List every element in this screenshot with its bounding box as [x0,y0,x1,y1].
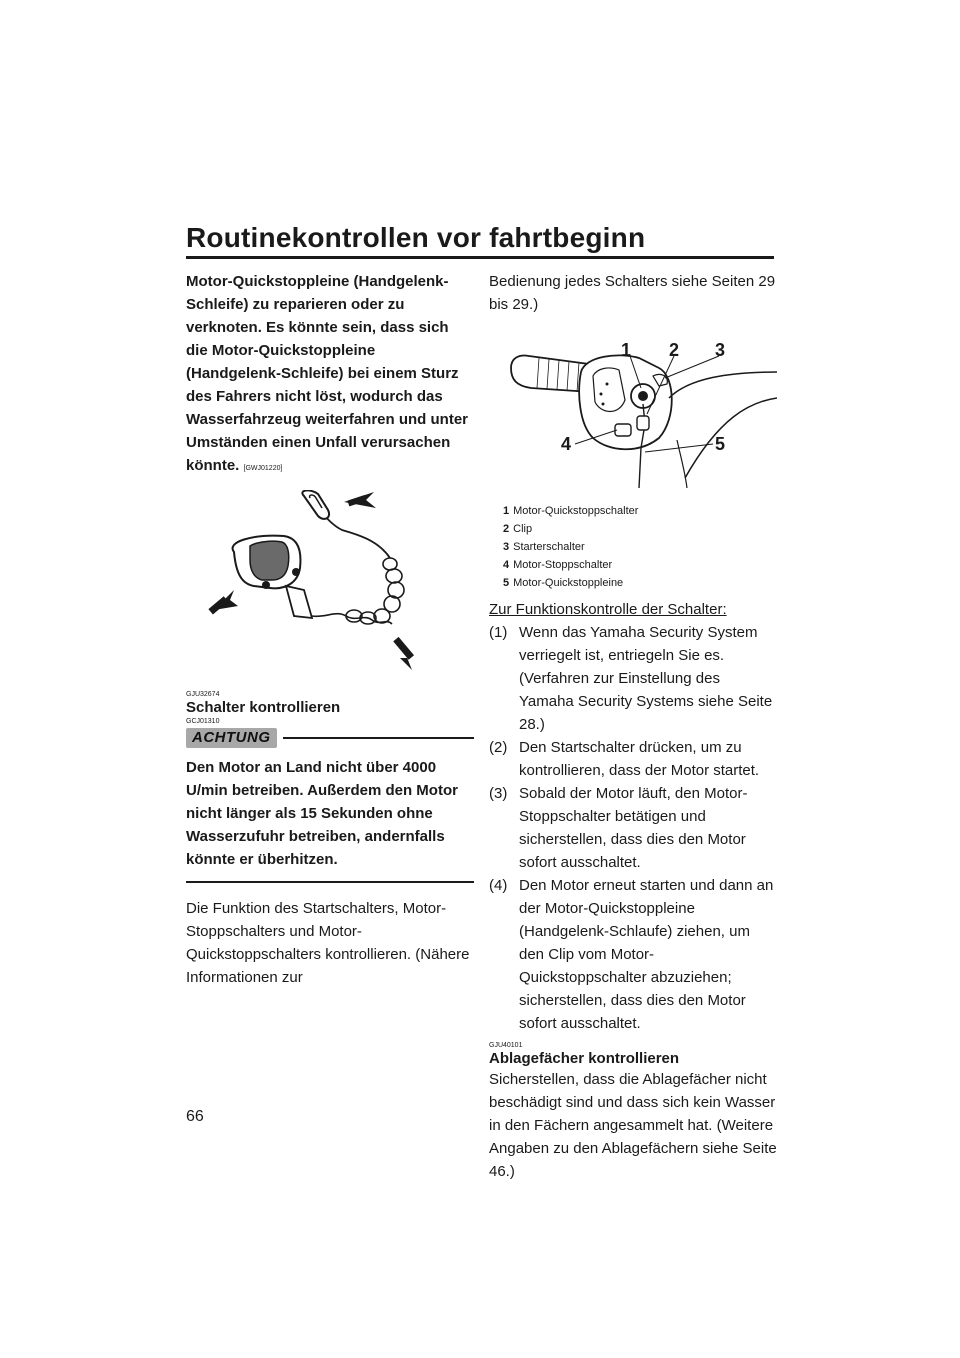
caution-end-rule [186,881,474,883]
left-column [186,270,474,989]
caution-badge: ACHTUNG [186,728,277,748]
section2-title: Ablagefächer kontrollieren [489,1050,680,1067]
legend-item: 3 Starterschalter [503,541,585,553]
legend-item: 1 Motor-Quickstoppschalter [503,505,639,517]
figure-label-4: 4 [561,434,572,454]
handlebar-switch-illustration [489,328,777,498]
step-item: (3) Sobald der Motor läuft, den Motor-Stoppschalter betätigen und sicherstellen, dass dies den Motor sofort ausschaltet. [489,785,748,871]
caution-rule [283,737,475,739]
intro-text: Bedienung jedes Schalters siehe Seiten 29 bis 29.) [489,273,776,313]
legend-item: 5 Motor-Quickstoppleine [503,577,624,589]
section-title: Schalter kontrollieren [186,699,341,716]
storage-section [489,1041,777,1183]
caution-text: Den Motor an Land nicht über 4000 U/min betreiben. Außerdem den Motor nicht länger als 15 Sekunden ohne Wasserzufuhr betreiben, andernfalls könnte er überhitzen. [186,759,458,868]
step-item: (2) Den Startschalter drücken, um zu kontrollieren, dass der Motor startet. [489,739,760,779]
figure-legend [489,502,777,592]
warning-code: [GWJ01220] [243,465,283,472]
step-item: (1) Wenn das Yamaha Security System verriegelt ist, entriegeln Sie es. (Verfahren zur Einstellung des Yamaha Security Systems siehe Seite 28.) [489,624,773,733]
section2-text: Sicherstellen, dass die Ablagefächer nicht beschädigt sind und dass sich kein Wasser in den Fächern angesammelt hat. (Weitere Angaben zu den Ablagefächern siehe Seite 46.) [489,1071,777,1180]
section2-code: GJU40101 [489,1042,523,1049]
caution-header [186,728,474,748]
figure-label-5: 5 [715,434,726,454]
figure-label-1: 1 [621,340,632,360]
figure-label-2: 2 [669,340,680,360]
wrist-lanyard-illustration [186,490,474,690]
legend-item: 4 Motor-Stoppschalter [503,559,613,571]
title-rule [186,256,774,259]
warning-text: Motor-Quickstoppleine (Handgelenk-Schleife) zu reparieren oder zu verknoten. Es könnte sein, dass sich die Motor-Quickstoppleine (Handgelenk-Schleife) bei einem Sturz des Fahrers nicht löst, wodurch das Wasserfahrzeug weiterfahren und unter Umständen einen Unfall verursachen könnte. [GWJ01220] [186,273,468,474]
legend-item: 2 Clip [503,523,533,535]
caution-code: GCJ01310 [186,718,220,725]
step-item: (4) Den Motor erneut starten und dann an der Motor-Quickstoppleine (Handgelenk-Schlaufe) ziehen, um den Clip vom Motor-Quickstoppschalter abzuziehen; sicherstellen, dass dies den Motor sofort ausschaltet. [489,877,774,1032]
figure-label-3: 3 [715,340,726,360]
right-column [489,270,777,1183]
page-title: Routinekontrollen vor fahrtbeginn [186,222,646,253]
body-text: Die Funktion des Startschalters, Motor-Stoppschalters und Motor-Quickstoppschalters kontrollieren. (Nähere Informationen zur [186,900,470,986]
section-code: GJU32674 [186,691,220,698]
check-steps [489,621,777,1035]
check-heading: Zur Funktionskontrolle der Schalter: [489,601,727,618]
page-number: 66 [186,1108,204,1125]
